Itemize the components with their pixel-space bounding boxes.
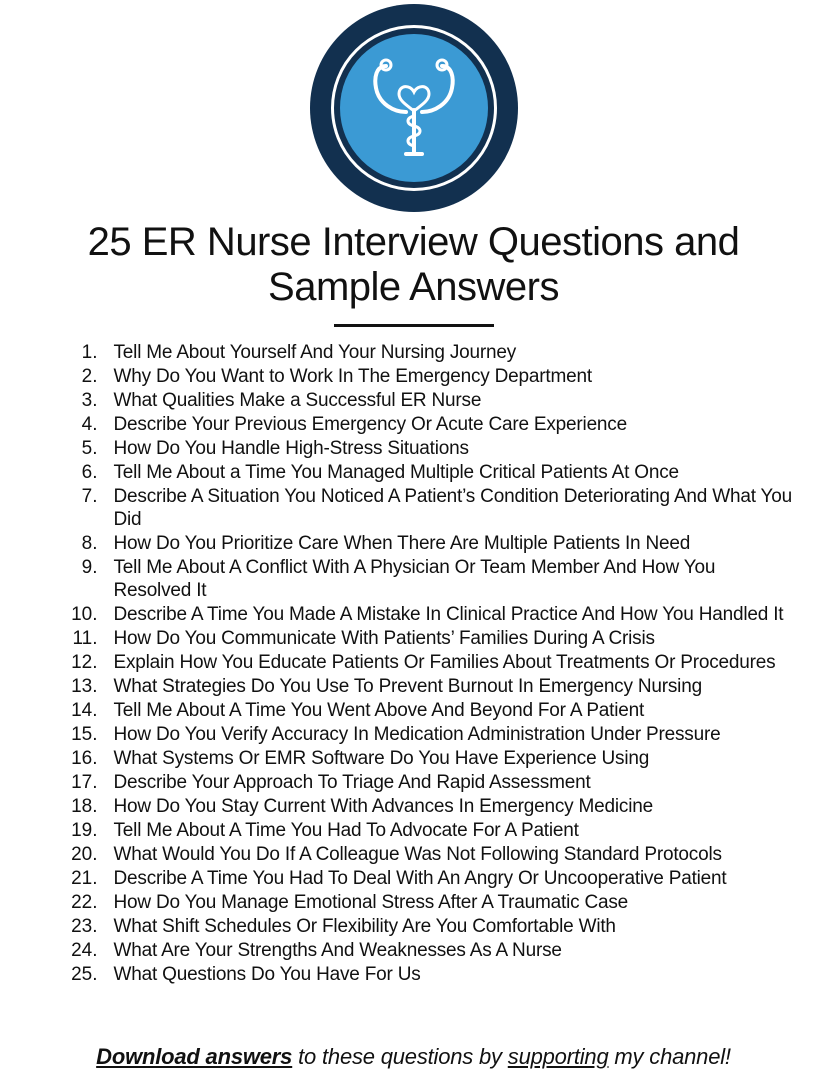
list-item (62, 675, 794, 698)
list-item-text: How Do You Handle High-Stress Situations (113, 437, 469, 459)
logo-inner-circle (340, 34, 488, 182)
list-item (62, 963, 794, 986)
footer-text-end: my channel! (608, 1044, 731, 1069)
list-item (62, 915, 794, 938)
list-item (62, 532, 794, 555)
list-item-number: 8. (81, 532, 98, 554)
list-item-number: 2. (81, 365, 98, 387)
list-item-number: 10. (71, 603, 98, 625)
list-item-number: 20. (71, 843, 98, 865)
list-item (62, 843, 794, 866)
list-item-text: Tell Me About A Conflict With A Physician Or Team Member And How You Resolved It (113, 556, 716, 601)
list-item-number: 3. (81, 389, 98, 411)
list-item-number: 19. (71, 819, 98, 841)
list-item (62, 651, 794, 674)
list-item-number: 18. (71, 795, 98, 817)
list-item-text: How Do You Verify Accuracy In Medication Administration Under Pressure (113, 723, 721, 745)
list-item-number: 25. (71, 963, 98, 985)
list-item (62, 699, 794, 722)
list-item-text: Tell Me About Yourself And Your Nursing Journey (113, 341, 517, 363)
page-title: 25 ER Nurse Interview Questions and Sample Answers (87, 220, 740, 309)
list-item-text: What Would You Do If A Colleague Was Not Following Standard Protocols (113, 843, 722, 865)
download-answers-link[interactable]: Download answers (96, 1044, 293, 1069)
list-item-number: 4. (81, 413, 98, 435)
list-item-number: 17. (71, 771, 98, 793)
list-item-number: 24. (71, 939, 98, 961)
list-item-text: Describe A Time You Had To Deal With An Angry Or Uncooperative Patient (113, 867, 727, 889)
title-divider (334, 324, 494, 327)
questions-list (34, 341, 794, 987)
list-item-text: Describe Your Previous Emergency Or Acute Care Experience (113, 413, 627, 435)
list-item-number: 7. (81, 485, 98, 507)
list-item-text: What Are Your Strengths And Weaknesses As A Nurse (113, 939, 562, 961)
logo-ring (331, 25, 497, 191)
list-item-number: 21. (71, 867, 98, 889)
list-item (62, 556, 794, 602)
list-item (62, 891, 794, 914)
list-item-text: What Systems Or EMR Software Do You Have Experience Using (113, 747, 650, 769)
list-item (62, 747, 794, 770)
list-item-number: 9. (81, 556, 98, 578)
footer-text-middle: to these questions by (292, 1044, 508, 1069)
list-item-number: 14. (71, 699, 98, 721)
list-item-text: What Strategies Do You Use To Prevent Burnout In Emergency Nursing (113, 675, 702, 697)
list-item (62, 341, 794, 364)
list-item (62, 867, 794, 890)
list-item (62, 795, 794, 818)
list-item (62, 461, 794, 484)
list-item-text: How Do You Manage Emotional Stress After A Traumatic Case (113, 891, 629, 913)
list-item-text: How Do You Communicate With Patients’ Families During A Crisis (113, 627, 655, 649)
list-item-text: Tell Me About A Time You Went Above And Beyond For A Patient (113, 699, 645, 721)
list-item-text: What Qualities Make a Successful ER Nurse (113, 389, 482, 411)
list-item-number: 6. (81, 461, 98, 483)
list-item-text: Describe A Situation You Noticed A Patient’s Condition Deteriorating And What You Did (113, 485, 792, 530)
list-item-number: 23. (71, 915, 98, 937)
list-item-number: 16. (71, 747, 98, 769)
supporting-link[interactable]: supporting (507, 1044, 609, 1069)
list-item-number: 11. (72, 627, 98, 649)
list-item (62, 603, 794, 626)
list-item (62, 939, 794, 962)
list-item-number: 22. (71, 891, 98, 913)
list-item-number: 5. (81, 437, 98, 459)
list-item (62, 365, 794, 388)
list-item-text: Tell Me About A Time You Had To Advocate For A Patient (113, 819, 579, 841)
list-item (62, 413, 794, 436)
list-item (62, 389, 794, 412)
list-item (62, 723, 794, 746)
list-item-text: What Questions Do You Have For Us (113, 963, 421, 985)
list-item (62, 437, 794, 460)
logo (294, 4, 534, 212)
list-item-text: Why Do You Want to Work In The Emergency Department (113, 365, 592, 387)
footer-call-to-action (0, 1044, 827, 1070)
list-item-number: 1. (81, 341, 98, 363)
list-item (62, 485, 794, 531)
list-item-text: Describe Your Approach To Triage And Rapid Assessment (113, 771, 591, 793)
list-item-text: How Do You Stay Current With Advances In Emergency Medicine (113, 795, 653, 817)
logo-outer-circle (310, 4, 518, 212)
list-item-text: What Shift Schedules Or Flexibility Are You Comfortable With (113, 915, 616, 937)
list-item-text: Tell Me About a Time You Managed Multiple Critical Patients At Once (113, 461, 679, 483)
list-item (62, 819, 794, 842)
list-item-number: 13. (71, 675, 98, 697)
list-item-number: 12. (71, 651, 98, 673)
list-item-text: Explain How You Educate Patients Or Families About Treatments Or Procedures (113, 651, 776, 673)
list-item-number: 15. (71, 723, 98, 745)
list-item-text: Describe A Time You Made A Mistake In Clinical Practice And How You Handled It (113, 603, 784, 625)
list-item-text: How Do You Prioritize Care When There Are Multiple Patients In Need (113, 532, 691, 554)
caduceus-heart-icon (366, 56, 462, 160)
list-item (62, 771, 794, 794)
list-item (62, 627, 794, 650)
